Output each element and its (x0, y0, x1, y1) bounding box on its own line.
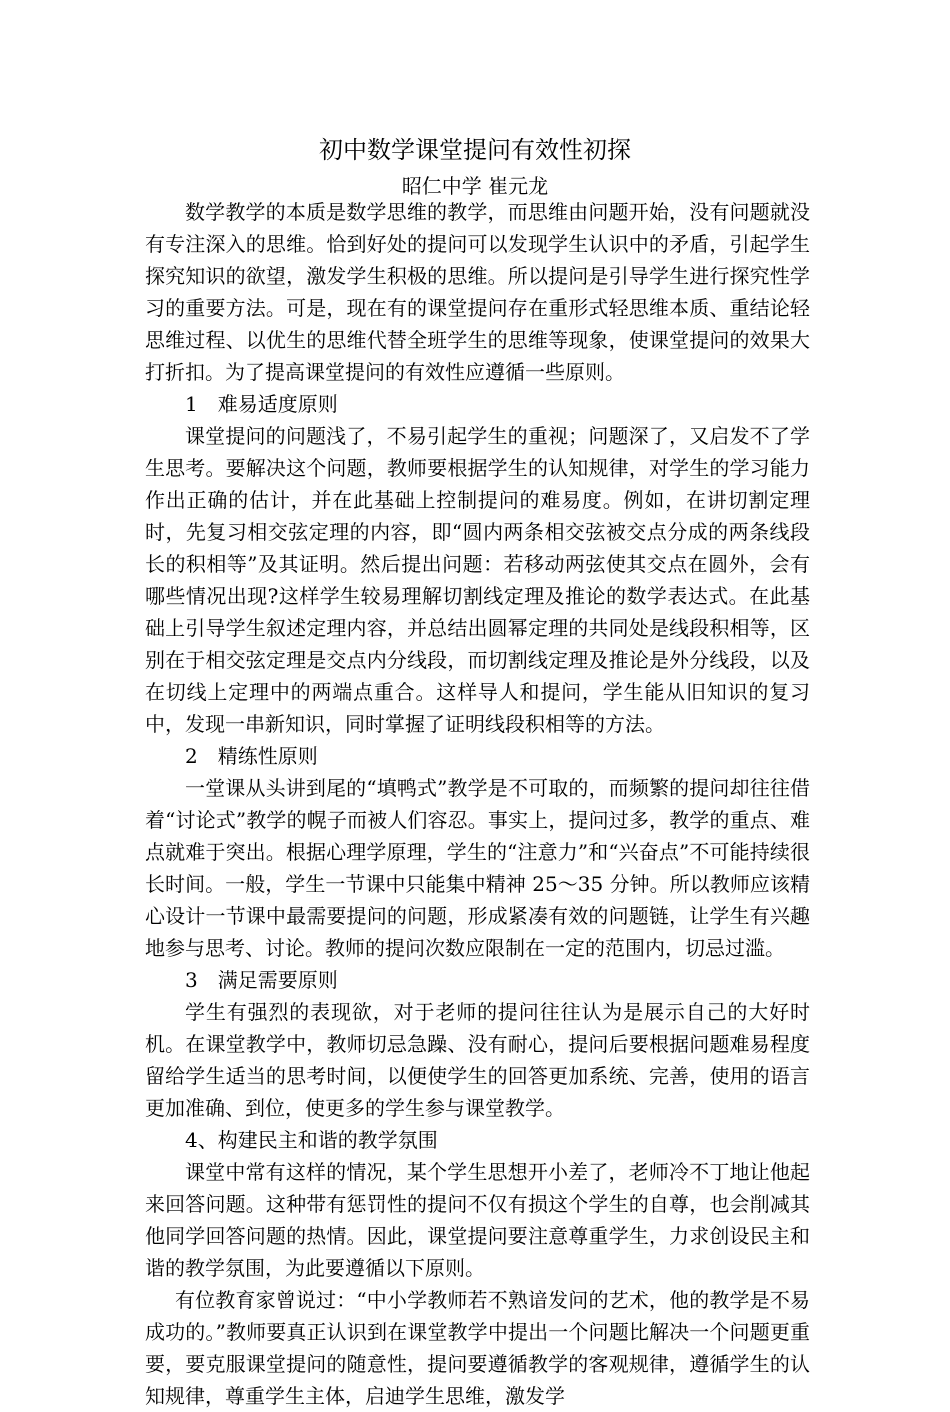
paragraph-section-2: 一堂课从头讲到尾的“填鸭式”教学是不可取的，而频繁的提问却往往借着“讨论式”教学的幌子而被人们容忍。事实上，提问过多，教学的重点、难点就难于突出。根据心理学原理，学生的“注意力”和“兴奋点”不可能持续很长时间。一般，学生一节课中只能集中精神 25～35 分钟。所以教师应该精心设计一节课中最需要提问的问题，形成紧凑有效的问题链，让学生有兴趣地参与思考、讨论。教师的提问次数应限制在一定的范围内，切忌过滥。 (145, 776, 810, 960)
section-heading-4: 4、构建民主和谐的教学氛围 (185, 1128, 438, 1152)
document-author: 昭仁中学 崔元龙 (401, 174, 549, 198)
section-heading-2: 2 精练性原则 (185, 744, 318, 768)
section-heading-1: 1 难易适度原则 (185, 392, 338, 416)
paragraph-intro: 数学教学的本质是数学思维的教学，而思维由问题开始，没有问题就没有专注深入的思维。恰到好处的提问可以发现学生认识中的矛盾，引起学生探究知识的欲望，激发学生积极的思维。所以提问是引导学生进行探究性学习的重要方法。可是，现在有的课堂提问存在重形式轻思维本质、重结论轻思维过程、以优生的思维代替全班学生的思维等现象，使课堂提问的效果大打折扣。为了提高课堂提问的有效性应遵循一些原则。 (145, 200, 810, 384)
document-body (145, 196, 810, 1412)
section-heading-3: 3 满足需要原则 (185, 968, 338, 992)
paragraph-section-1: 课堂提问的问题浅了，不易引起学生的重视；问题深了，又启发不了学生思考。要解决这个问题，教师要根据学生的认知规律，对学生的学习能力作出正确的估计，并在此基础上控制提问的难易度。例如，在讲切割定理时，先复习相交弦定理的内容，即“圆内两条相交弦被交点分成的两条线段长的积相等”及其证明。然后提出问题：若移动两弦使其交点在圆外，会有哪些情况出现?这样学生较易理解切割线定理及推论的数学表达式。在此基础上引导学生叙述定理内容，并总结出圆幂定理的共同处是线段积相等，区别在于相交弦定理是交点内分线段，而切割线定理及推论是外分线段，以及在切线上定理中的两端点重合。这样导人和提问，学生能从旧知识的复习中，发现一串新知识，同时掌握了证明线段积相等的方法。 (145, 424, 810, 736)
paragraph-section-4: 课堂中常有这样的情况，某个学生思想开小差了，老师冷不丁地让他起来回答问题。这种带有惩罚性的提问不仅有损这个学生的自尊，也会削减其他同学回答问题的热情。因此，课堂提问要注意尊重学生，力求创设民主和谐的教学氛围，为此要遵循以下原则。 (145, 1160, 810, 1280)
paragraph-section-3: 学生有强烈的表现欲，对于老师的提问往往认为是展示自己的大好时机。在课堂教学中，教师切忌急躁、没有耐心，提问后要根据问题难易程度留给学生适当的思考时间，以便使学生的回答更加系统、完善，使用的语言更加准确、到位，使更多的学生参与课堂教学。 (145, 1000, 810, 1120)
paragraph-closing: 有位教育家曾说过：“中小学教师若不熟谙发问的艺术，他的教学是不易成功的。”教师要真正认识到在课堂教学中提出一个问题比解决一个问题更重要，要克服课堂提问的随意性，提问要遵循教学的客观规律，遵循学生的认知规律，尊重学生主体，启迪学生思维，激发学 (145, 1288, 810, 1408)
document-title: 初中数学课堂提问有效性初探 (319, 136, 631, 164)
